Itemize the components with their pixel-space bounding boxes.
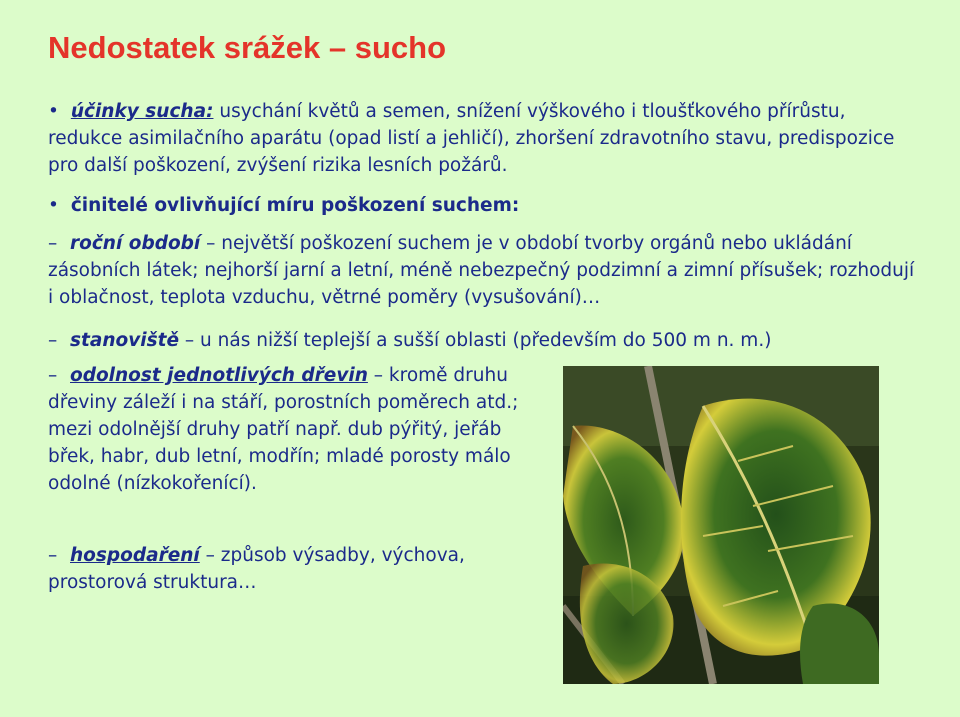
- factor-item-resistance: [48, 362, 528, 497]
- bullet-dot: •: [48, 101, 59, 122]
- factor-item-season: [48, 230, 918, 311]
- resistance-keyword: odolnost jednotlivých dřevin: [70, 365, 368, 386]
- site-keyword: stanoviště: [70, 330, 180, 351]
- dash-marker: –: [48, 233, 58, 254]
- factors-heading: činitelé ovlivňující míru poškození suchem:: [70, 195, 520, 216]
- bullet-dot: •: [48, 195, 59, 216]
- factor-item-management: [48, 542, 538, 596]
- effects-text: usychání květů a semen, snížení výškového i tloušťkového přírůstu, redukce asimilačního aparátu (opad listí a jehličí), zhoršení zdravotního stavu, predispozice pro další poškození, zvýšení rizika lesních požárů.: [48, 101, 895, 176]
- bullet-factors: [48, 192, 918, 219]
- effects-keyword: účinky sucha:: [70, 101, 214, 122]
- resistance-text: – kromě druhu dřeviny záleží i na stáří, porostních poměrech atd.; mezi odolnější druhy patří např. dub pýřitý, jeřáb břek, habr, dub letní, modřín; mladé porosty málo odolné (nízkokořenící).: [48, 365, 519, 494]
- season-text: – největší poškození suchem je v období tvorby orgánů nebo ukládání zásobních látek; nejhorší jarní a letní, méně nebezpečný podzimní a zimní přísušek; rozhodují i oblačnost, teplota vzduchu, větrné poměry (vysušování)…: [48, 233, 915, 308]
- dash-marker: –: [48, 545, 58, 566]
- slide-title: Nedostatek srážek – sucho: [48, 30, 447, 65]
- drought-leaf-photo: [563, 366, 879, 684]
- factor-item-site: [48, 327, 918, 354]
- dash-marker: –: [48, 330, 58, 351]
- dash-marker: –: [48, 365, 58, 386]
- site-text: – u nás nižší teplejší a sušší oblasti (především do 500 m n. m.): [179, 330, 772, 351]
- season-keyword: roční období: [70, 233, 201, 254]
- bullet-effects: [48, 98, 918, 179]
- management-text: – způsob výsadby, výchova, prostorová struktura…: [48, 545, 465, 593]
- management-keyword: hospodaření: [70, 545, 200, 566]
